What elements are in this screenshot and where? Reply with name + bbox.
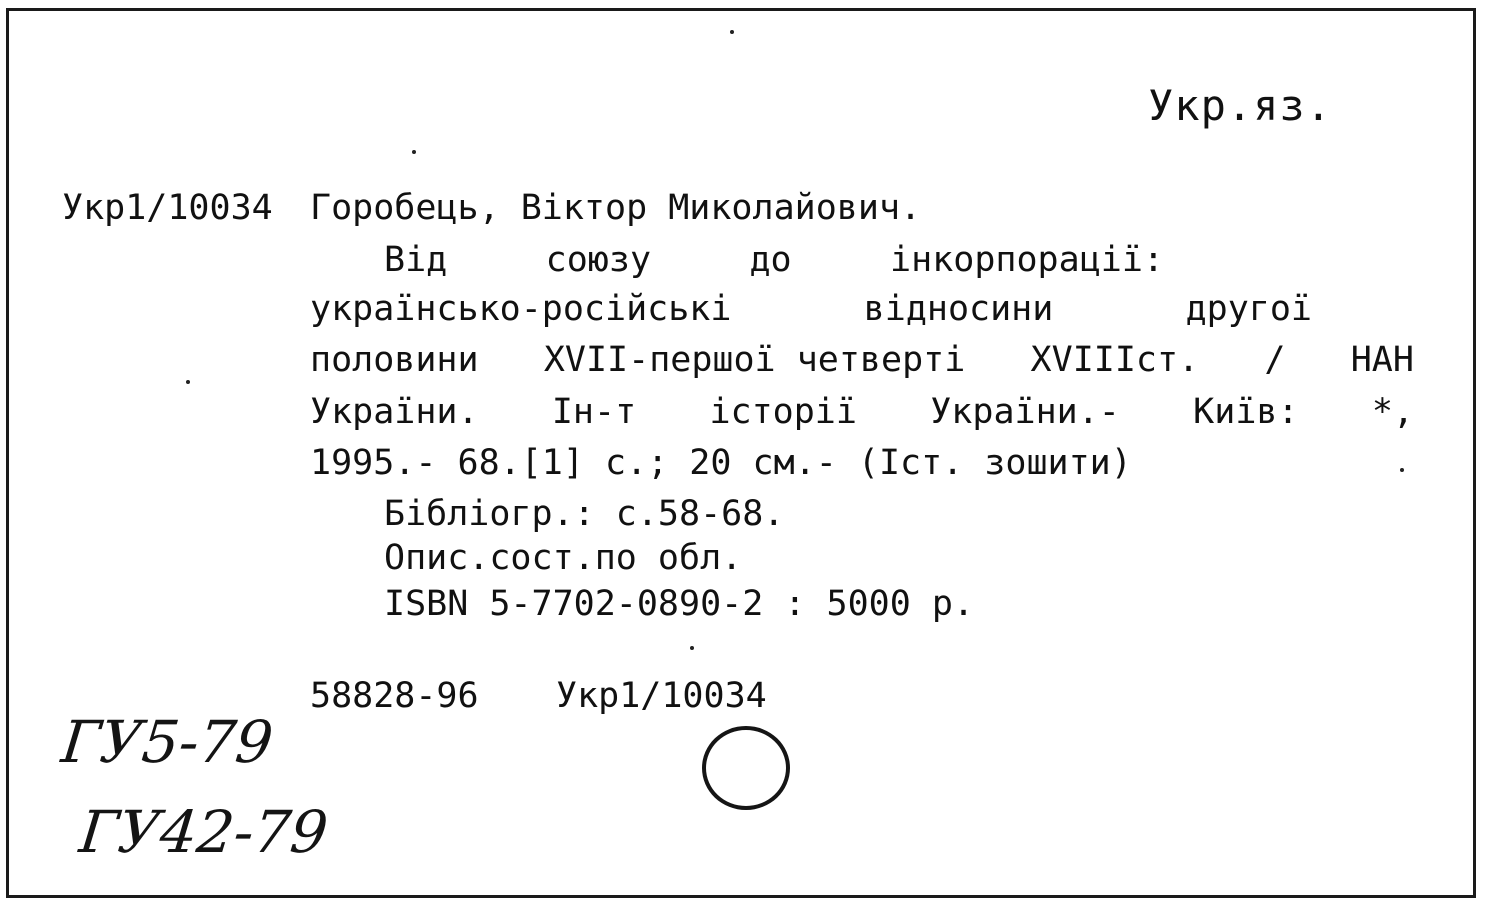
circle-stamp — [702, 726, 790, 810]
handwritten-mark-1: ГУ5-79 — [58, 708, 277, 776]
author-heading: Горобець, Віктор Миколайович. — [310, 188, 922, 228]
title-word: історії — [709, 392, 857, 432]
speck — [690, 646, 694, 650]
title-line-3 — [310, 340, 1414, 380]
title-word: НАН — [1350, 340, 1414, 380]
title-word: / — [1264, 340, 1286, 380]
title-word: до — [749, 240, 792, 280]
bibliography-note: Бібліогр.: с.58-68. — [384, 494, 785, 534]
language-label: Укр.яз. — [1148, 81, 1333, 130]
title-word: України.- — [930, 392, 1120, 432]
title-word: XVIIIст. — [1030, 340, 1200, 380]
title-word: інкорпорації: — [890, 240, 1164, 280]
title-word: другої — [1185, 289, 1312, 329]
title-word: XVII-першої четверті — [543, 340, 966, 380]
speck — [730, 30, 734, 34]
speck — [186, 380, 190, 384]
title-line-4 — [310, 392, 1414, 432]
title-word: Київ: — [1193, 392, 1299, 432]
title-word: Від — [384, 240, 448, 280]
call-number: Укр1/10034 — [62, 188, 273, 228]
speck — [412, 150, 416, 154]
call-number-bottom: Укр1/10034 — [556, 676, 767, 716]
title-word: Ін-т — [551, 392, 637, 432]
handwritten-mark-2: ГУ42-79 — [76, 798, 332, 866]
speck — [1400, 468, 1404, 472]
publication-line: 1995.- 68.[1] с.; 20 см.- (Іст. зошити) — [310, 443, 1132, 483]
title-word: українсько-російські — [310, 289, 732, 329]
title-line-1 — [384, 240, 1164, 280]
accession-number: 58828-96 — [310, 676, 479, 716]
title-word: *, — [1371, 392, 1414, 432]
title-word: половини — [310, 340, 479, 380]
title-word: відносини — [863, 289, 1054, 329]
title-word: союзу — [545, 240, 652, 280]
title-line-2 — [310, 289, 1312, 329]
isbn-note: ISBN 5-7702-0890-2 : 5000 р. — [384, 584, 975, 624]
title-word: України. — [310, 392, 479, 432]
description-note: Опис.сост.по обл. — [384, 538, 743, 578]
